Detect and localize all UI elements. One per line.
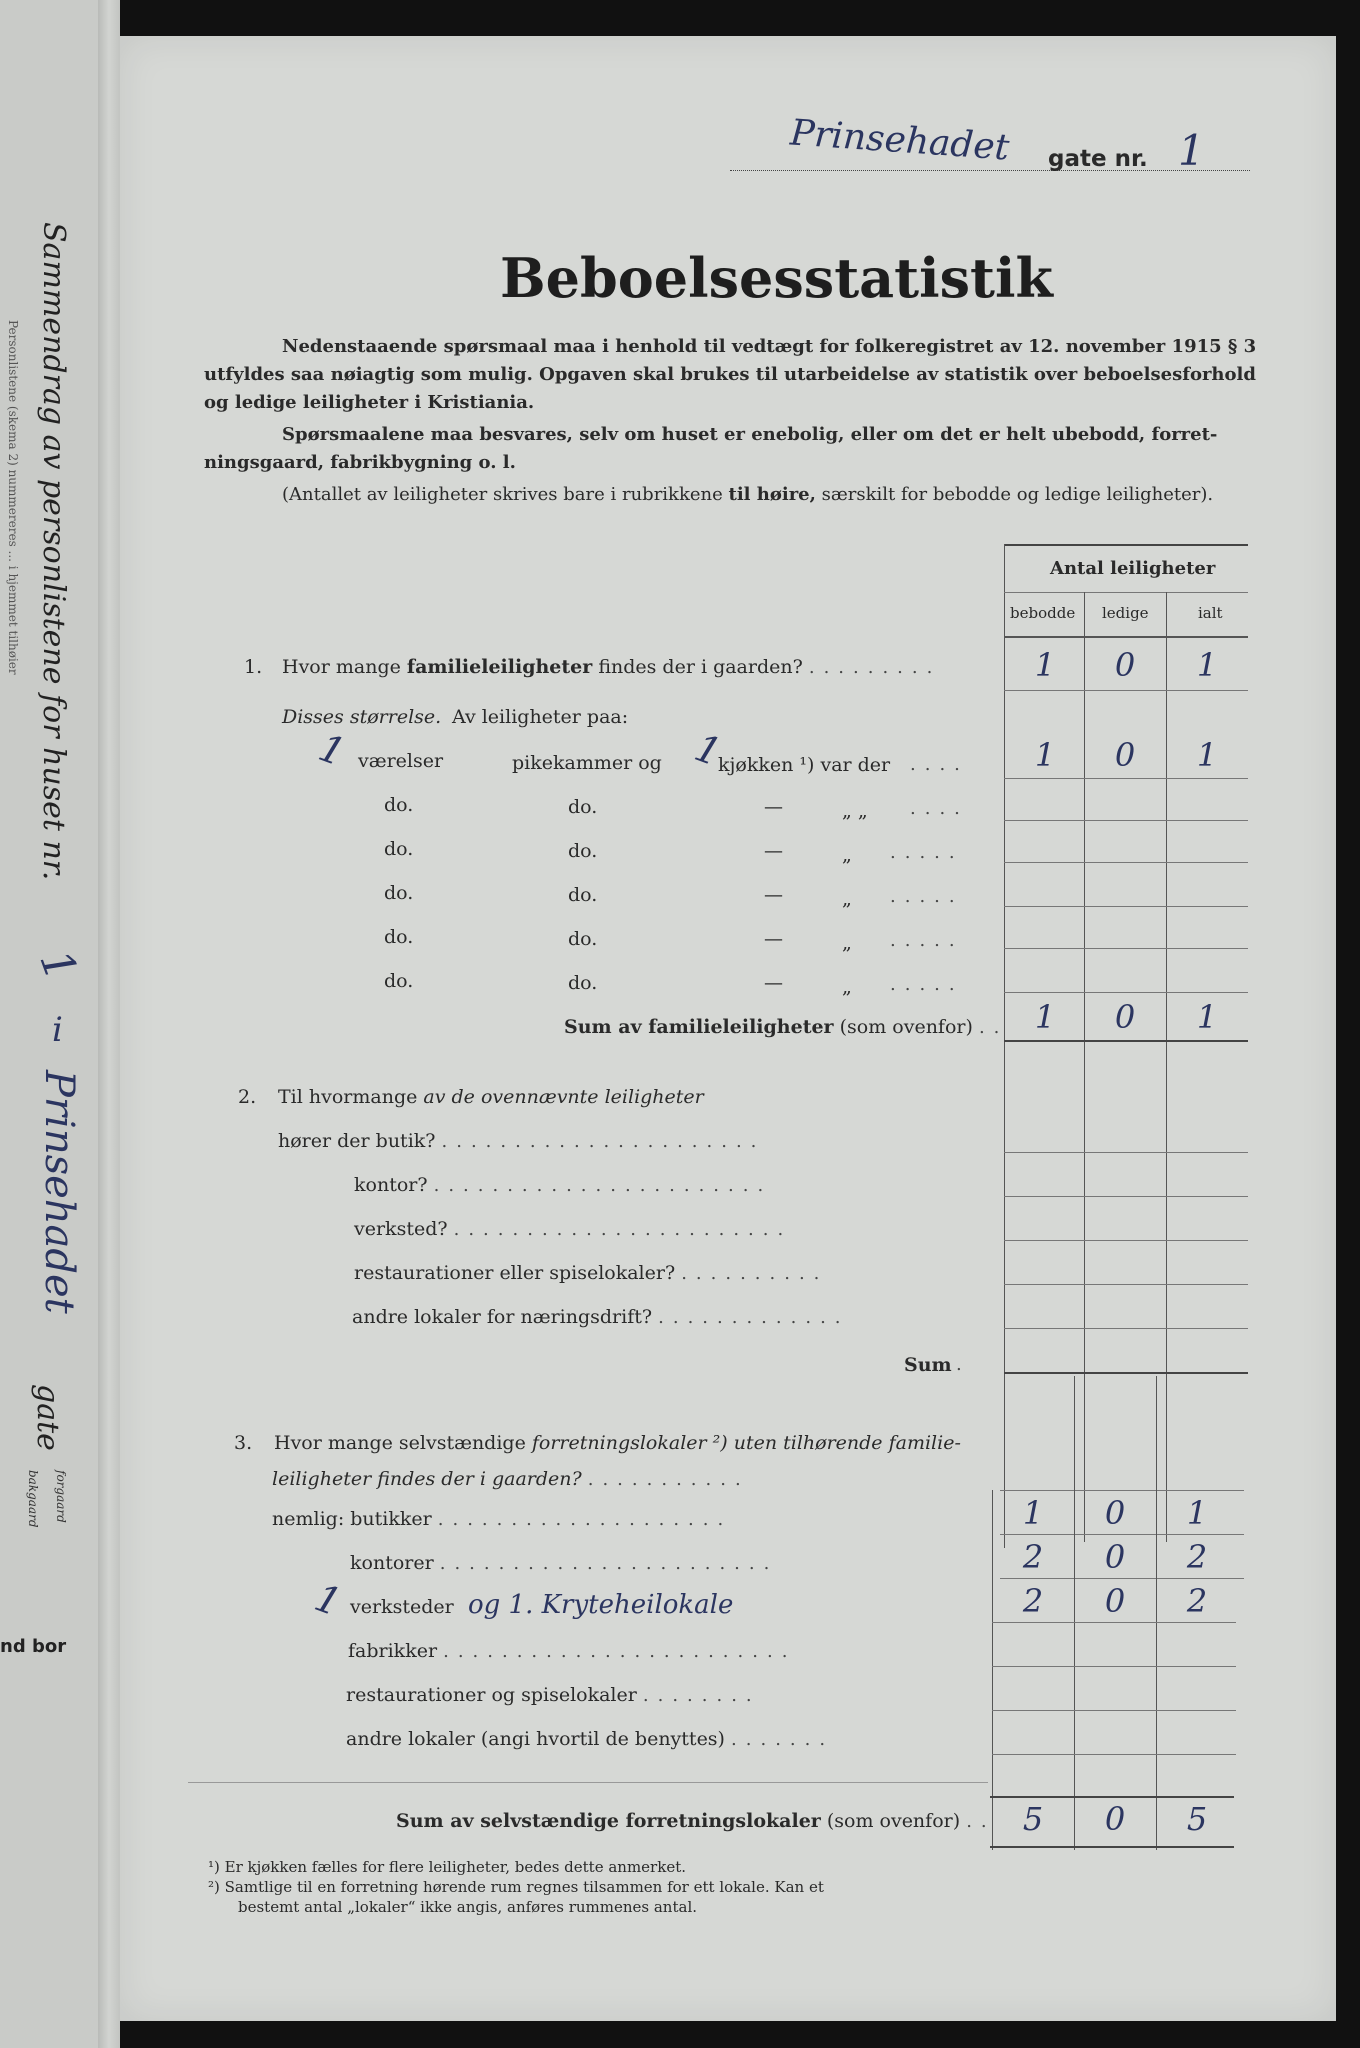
row-line xyxy=(1000,1534,1244,1535)
q3-row-label: kontorer xyxy=(350,1552,434,1574)
gate-number-hand: 1 xyxy=(1178,126,1205,175)
col-divider-2 xyxy=(1166,592,1167,1542)
ditto-a: do. xyxy=(384,838,414,860)
ditto-quote: „ xyxy=(842,888,852,910)
q3-col-divider-1 xyxy=(1074,1376,1075,1850)
intro-p2-line1: Spørsmaalene maa besvares, selv om huset er enebolig, eller om det er helt ubebodd, forret- xyxy=(282,424,1218,445)
q1-text-b: familieleiligheter xyxy=(406,656,593,678)
q1-ialt: 1 xyxy=(1196,646,1218,684)
leader-dots: ......... xyxy=(808,657,942,678)
street-name-hand: Prinsehadet xyxy=(788,112,1011,169)
left-street-hand: Prinsehadet xyxy=(36,1070,82,1314)
q1-kitchen-label: kjøkken ¹) var der xyxy=(718,754,891,776)
row-line xyxy=(1004,820,1248,821)
ditto-a: do. xyxy=(384,970,414,992)
row-line xyxy=(1000,1578,1244,1579)
q1-sum-label-b: (som ovenfor) xyxy=(839,1016,973,1038)
leader-dots: ..... xyxy=(890,930,964,951)
col-header-ledige: ledige xyxy=(1102,604,1149,622)
left-small-text: Personlistene (skema 2) nummereres ... i hjemmet tilhøier xyxy=(6,320,20,675)
q3-row-andre xyxy=(346,1728,834,1750)
gate-label: gate nr. xyxy=(1048,146,1148,172)
q2-item-verksted xyxy=(354,1218,792,1240)
q3-sum-label-b: (som ovenfor) xyxy=(826,1810,961,1832)
q1-text-c: findes der i gaarden? xyxy=(598,656,803,678)
q2-item-restaurationer xyxy=(354,1262,828,1284)
q3-butikker-ledige: 0 xyxy=(1104,1494,1126,1532)
q1-maid-label: pikekammer og xyxy=(512,752,662,774)
left-vertical-title: Sammendrag av personlistene for huset nr. xyxy=(36,222,71,881)
ditto-dash: — xyxy=(764,796,783,818)
intro-p3 xyxy=(282,484,1213,505)
q3-question-line2 xyxy=(272,1468,750,1490)
q2-item-label: restaurationer eller spiselokaler? xyxy=(354,1262,676,1284)
q2-number: 2. xyxy=(238,1086,257,1108)
row-line xyxy=(1004,1152,1248,1153)
q3-row-restaurationer xyxy=(346,1684,761,1706)
q1-sum-ledige: 0 xyxy=(1114,998,1136,1036)
footnote-2b: bestemt antal „lokaler“ ikke angis, anføres rummenes antal. xyxy=(238,1898,698,1916)
q3-row-fabrikker xyxy=(348,1640,796,1662)
row-line xyxy=(992,1622,1236,1623)
ditto-quote: „ xyxy=(842,976,852,998)
q1-rooms-label: værelser xyxy=(358,750,444,772)
ditto-quote: „ xyxy=(842,844,852,866)
intro-p1-line2: utfyldes saa nøiagtig som mulig. Opgaven skal brukes til utarbeidelse av statistik over beboelsesforhold xyxy=(204,364,1256,385)
leader-dots: ..... xyxy=(890,974,964,995)
q3-kontorer-ialt: 2 xyxy=(1186,1538,1208,1576)
leader-dots: ........... xyxy=(587,1469,750,1490)
leader-dots: ............. xyxy=(658,1307,850,1328)
footnote-1: ¹) Er kjøkken fælles for flere leiligheter, bedes dette anmerket. xyxy=(208,1858,686,1876)
row-line xyxy=(1004,1328,1248,1329)
q3-sum-top-line xyxy=(990,1796,1234,1798)
ditto-quote: „ „ xyxy=(842,800,868,822)
ditto-a: do. xyxy=(384,882,414,904)
q2-butik xyxy=(278,1130,765,1152)
q3-row-kontorer xyxy=(350,1552,778,1574)
q1-sum-bebodde: 1 xyxy=(1034,998,1056,1036)
leader-dots: .......... xyxy=(681,1263,829,1284)
page-title: Beboelsesstatistik xyxy=(500,246,1053,310)
row-line xyxy=(1004,1240,1248,1241)
q1-rooms-hand: 1 xyxy=(313,725,351,775)
leader-dots: .. xyxy=(966,1811,996,1832)
leader-dots: ....................... xyxy=(433,1175,773,1196)
ditto-b: do. xyxy=(568,928,598,950)
q1-sum-label-a: Sum av familieleiligheter xyxy=(564,1016,834,1038)
left-gate-word: gate xyxy=(30,1384,65,1451)
ditto-a: do. xyxy=(384,794,414,816)
ditto-b: do. xyxy=(568,840,598,862)
intro-p2-line2: ningsgaard, fabrikbygning o. l. xyxy=(204,452,516,473)
q1-size-text: Av leiligheter paa: xyxy=(452,706,629,728)
q3-verksteder-ialt: 2 xyxy=(1186,1582,1208,1620)
leader-dots: .... xyxy=(910,798,969,819)
q3-row-butikker xyxy=(272,1508,732,1530)
col-header-ialt: ialt xyxy=(1198,604,1223,622)
leader-dots: ..... xyxy=(890,842,964,863)
leader-dots: .. xyxy=(978,1017,1009,1038)
q3-text-c: leiligheter findes der i gaarden? xyxy=(272,1468,582,1490)
sum-1-line xyxy=(1004,1040,1248,1042)
street-line xyxy=(730,170,1250,171)
q3-text-a: Hvor mange selvstændige xyxy=(274,1432,526,1454)
q3-verksteder-prefix-hand: 1 xyxy=(309,1575,347,1625)
q3-butikker-ialt: 1 xyxy=(1186,1494,1208,1532)
table-top-border xyxy=(1004,544,1248,546)
intro-p3-a: (Antallet av leiligheter skrives bare i rubrikkene xyxy=(282,484,723,505)
q3-verksteder-note-hand: og 1. Kryteheilokale xyxy=(468,1590,734,1620)
q3-sum-label xyxy=(396,1810,996,1832)
leader-dots: ....................... xyxy=(439,1553,779,1574)
q3-sum-bottom-line xyxy=(990,1846,1234,1848)
q2-item-label: kontor? xyxy=(354,1174,428,1196)
q3-row-label: fabrikker xyxy=(348,1640,438,1662)
table-header-title: Antal leiligheter xyxy=(1050,558,1216,579)
sum-2-line xyxy=(1004,1372,1248,1374)
ditto-b: do. xyxy=(568,796,598,818)
q1-bebodde: 1 xyxy=(1034,646,1056,684)
row-line xyxy=(992,1666,1236,1667)
ditto-dash: — xyxy=(764,884,783,906)
row-line xyxy=(1004,778,1248,779)
q2-text-c: hører der butik? xyxy=(278,1130,436,1152)
table-header-divider xyxy=(1004,592,1248,593)
q1-number: 1. xyxy=(244,656,263,678)
q2-text-a: Til hvormange xyxy=(278,1086,418,1108)
q2-question xyxy=(278,1086,704,1108)
q3-col-divider-2 xyxy=(1156,1376,1157,1850)
q3-kontorer-ledige: 0 xyxy=(1104,1538,1126,1576)
col-divider-1 xyxy=(1084,592,1085,1542)
footnote-2a: ²) Samtlige til en forretning hørende rum regnes tilsammen for ett lokale. Kan et xyxy=(208,1878,824,1896)
intro-p1-line1: Nedenstaaende spørsmaal maa i henhold til vedtægt for folkeregistret av 12. november 1915 § 3 xyxy=(282,336,1257,357)
left-gate-forgaard: forgaard xyxy=(54,1470,68,1523)
row-line xyxy=(1004,906,1248,907)
q3-sum-bebodde: 5 xyxy=(1022,1800,1044,1838)
ditto-dash: — xyxy=(764,972,783,994)
q3-row-label: restaurationer og spiselokaler xyxy=(346,1684,637,1706)
ditto-b: do. xyxy=(568,884,598,906)
q3-question-line1 xyxy=(274,1432,961,1454)
q3-sum-ialt: 5 xyxy=(1186,1800,1208,1838)
ditto-a: do. xyxy=(384,926,414,948)
q3-row-label: nemlig: butikker xyxy=(272,1508,432,1530)
q1-text-a: Hvor mange xyxy=(282,656,401,678)
leader-dots: ....................... xyxy=(453,1219,793,1240)
left-i-hand: i xyxy=(52,1010,63,1050)
q1-row1-ledige: 0 xyxy=(1114,736,1136,774)
intro-p1-line3: og ledige leiligheter i Kristiania. xyxy=(204,392,535,413)
q2-sum-label: Sum xyxy=(904,1354,952,1376)
table-header-bottom xyxy=(1004,636,1248,638)
sheet-fold xyxy=(98,0,120,2048)
table-left-border xyxy=(1004,544,1005,1548)
leader-dots: ...................... xyxy=(441,1131,766,1152)
q1-question xyxy=(282,656,941,678)
row-line xyxy=(992,1754,1236,1755)
leader-dots: . xyxy=(956,1354,971,1375)
q2-item-label: andre lokaler for næringsdrift? xyxy=(352,1306,653,1328)
q3-row-verksteder: verksteder xyxy=(350,1596,454,1618)
q1-row1-bebodde: 1 xyxy=(1034,736,1056,774)
left-gate-bakgaard: bakgaard xyxy=(26,1470,40,1528)
q1-kitchen-hand: 1 xyxy=(689,725,727,775)
q3-row-label: andre lokaler (angi hvortil de benyttes) xyxy=(346,1728,725,1750)
q3-verksteder-bebodde: 2 xyxy=(1022,1582,1044,1620)
row-line xyxy=(1004,862,1248,863)
leader-dots: .... xyxy=(910,754,969,775)
row-line xyxy=(1004,1196,1248,1197)
q1-sum-ialt: 1 xyxy=(1196,998,1218,1036)
q2-item-andre xyxy=(352,1306,850,1328)
row-line xyxy=(1004,992,1248,993)
q3-kontorer-bebodde: 2 xyxy=(1022,1538,1044,1576)
ditto-quote: „ xyxy=(842,932,852,954)
q2-text-b: av de ovennævnte leiligheter xyxy=(423,1086,704,1108)
q3-number: 3. xyxy=(234,1432,253,1454)
q1-ledige: 0 xyxy=(1114,646,1136,684)
ditto-dash: — xyxy=(764,928,783,950)
left-house-number-hand: 1 xyxy=(29,943,87,988)
row-line xyxy=(1004,948,1248,949)
q1-sum-label xyxy=(564,1016,1008,1038)
left-nd-bor: nd bor xyxy=(0,1636,67,1657)
leader-dots: ........................ xyxy=(443,1641,797,1662)
leader-dots: ..... xyxy=(890,886,964,907)
q3-verksteder-ledige: 0 xyxy=(1104,1582,1126,1620)
q2-item-label: verksted? xyxy=(354,1218,448,1240)
row-line xyxy=(1000,1490,1244,1491)
row-line xyxy=(1004,690,1248,691)
leader-dots: ....... xyxy=(731,1729,835,1750)
intro-p3-c: særskilt for bebodde og ledige leiligheter). xyxy=(821,484,1214,505)
leader-dots: ........ xyxy=(642,1685,761,1706)
q3-sum-ledige: 0 xyxy=(1104,1800,1126,1838)
q1-row1-ialt: 1 xyxy=(1196,736,1218,774)
row-line xyxy=(1004,1284,1248,1285)
ditto-b: do. xyxy=(568,972,598,994)
q3-butikker-bebodde: 1 xyxy=(1022,1494,1044,1532)
q3-sum-label-a: Sum av selvstændige forretningslokaler xyxy=(396,1810,821,1832)
leader-dots: .................... xyxy=(437,1509,733,1530)
row-line xyxy=(992,1710,1236,1711)
col-header-bebodde: bebodde xyxy=(1010,604,1076,622)
separator-line xyxy=(188,1782,988,1783)
q3-text-b: forretningslokaler ²) uten tilhørende familie- xyxy=(531,1432,961,1454)
intro-p3-b: til høire, xyxy=(728,484,816,505)
q1-size-label: Disses størrelse. xyxy=(282,706,442,728)
ditto-dash: — xyxy=(764,840,783,862)
q2-item-kontor xyxy=(354,1174,772,1196)
